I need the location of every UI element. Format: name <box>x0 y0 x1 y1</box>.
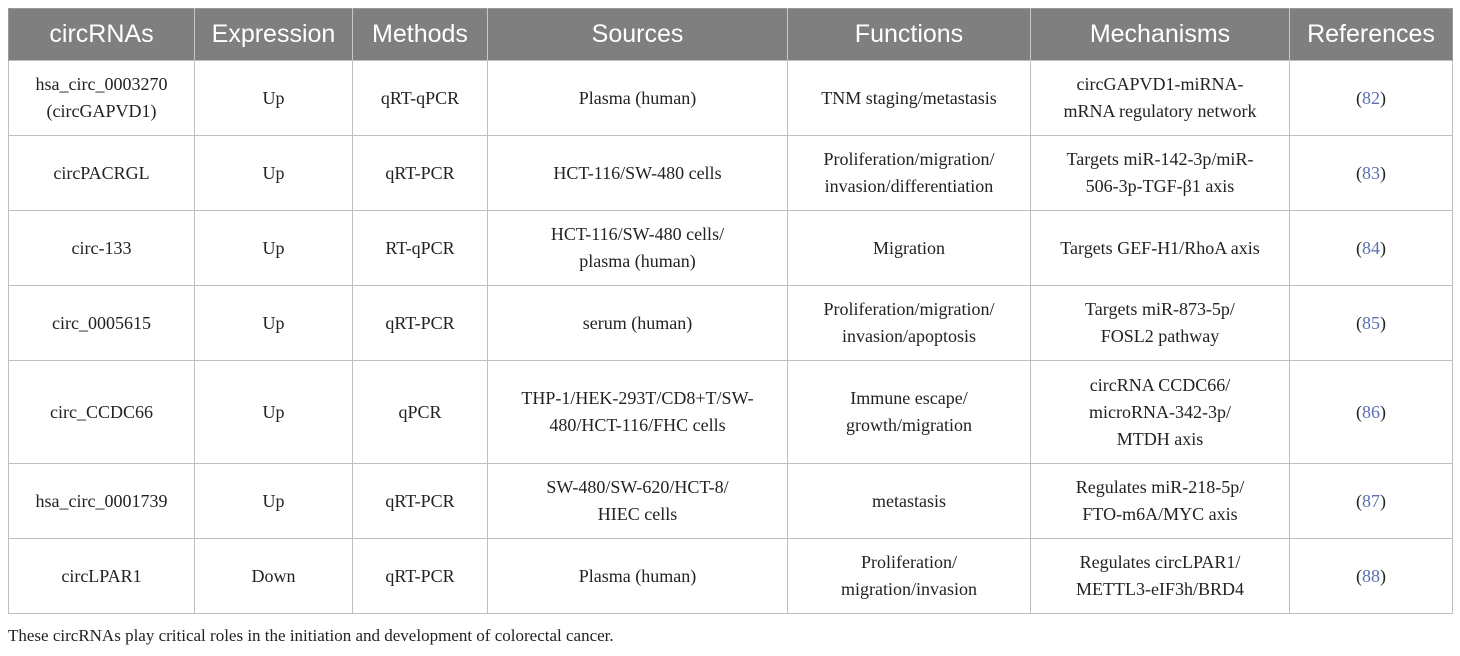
cell-mechanism <box>1031 361 1290 464</box>
cell-line: hsa_circ_0003270 <box>35 74 168 94</box>
circrna-table <box>8 8 1453 614</box>
cell-line: circPACRGL <box>53 162 150 183</box>
cell-line: metastasis <box>872 490 946 511</box>
ref-paren-close: ) <box>1380 401 1386 422</box>
cell-line: FOSL2 pathway <box>1100 326 1220 346</box>
header-functions: Functions <box>788 9 1031 61</box>
cell-source <box>488 136 788 211</box>
cell-line: migration/invasion <box>841 579 977 599</box>
cell-line: growth/migration <box>846 415 972 435</box>
cell-expression: Up <box>195 136 353 211</box>
cell-reference <box>1290 286 1453 361</box>
cell-line: circ_0005615 <box>52 312 151 333</box>
cell-line: HIEC cells <box>597 504 678 524</box>
cell-function <box>788 361 1031 464</box>
reference-link[interactable]: 84 <box>1362 237 1380 258</box>
cell-line: Regulates miR-218-5p/ <box>1075 477 1245 497</box>
cell-source <box>488 211 788 286</box>
table-row <box>9 61 1453 136</box>
cell-mechanism <box>1031 136 1290 211</box>
cell-circrna <box>9 286 195 361</box>
ref-paren-close: ) <box>1380 312 1386 333</box>
cell-function <box>788 539 1031 614</box>
cell-expression: Up <box>195 211 353 286</box>
cell-line: 506-3p-TGF-β1 axis <box>1085 176 1235 196</box>
table-body <box>9 61 1453 614</box>
cell-line: MTDH axis <box>1116 428 1204 449</box>
header-mechanisms: Mechanisms <box>1031 9 1290 61</box>
cell-line: SW-480/SW-620/HCT-8/ <box>546 477 729 497</box>
cell-line: mRNA regulatory network <box>1063 101 1257 121</box>
cell-method: qRT-PCR <box>353 136 488 211</box>
ref-paren-close: ) <box>1380 490 1386 511</box>
cell-source <box>488 61 788 136</box>
ref-paren-open: ( <box>1356 490 1362 511</box>
table-row <box>9 211 1453 286</box>
cell-circrna <box>9 136 195 211</box>
table-row <box>9 136 1453 211</box>
ref-paren-open: ( <box>1356 312 1362 333</box>
cell-reference <box>1290 539 1453 614</box>
cell-reference <box>1290 464 1453 539</box>
cell-line: invasion/apoptosis <box>842 326 976 346</box>
header-references: References <box>1290 9 1453 61</box>
ref-paren-close: ) <box>1380 565 1386 586</box>
ref-paren-close: ) <box>1380 87 1386 108</box>
cell-function <box>788 286 1031 361</box>
cell-line: circ_CCDC66 <box>50 401 153 422</box>
ref-paren-close: ) <box>1380 237 1386 258</box>
reference-link[interactable]: 82 <box>1362 87 1380 108</box>
cell-line: Immune escape/ <box>850 388 968 408</box>
cell-mechanism <box>1031 539 1290 614</box>
cell-line: FTO-m6A/MYC axis <box>1082 504 1238 524</box>
cell-method: qRT-PCR <box>353 539 488 614</box>
cell-circrna <box>9 464 195 539</box>
cell-line: Plasma (human) <box>578 565 697 586</box>
cell-line: Proliferation/migration/ <box>823 149 995 169</box>
circrna-table-container <box>8 8 1452 614</box>
table-header <box>9 9 1453 61</box>
cell-expression: Down <box>195 539 353 614</box>
cell-expression: Up <box>195 361 353 464</box>
cell-line: serum (human) <box>582 312 693 333</box>
cell-source <box>488 286 788 361</box>
cell-line: invasion/differentiation <box>824 176 994 196</box>
cell-reference <box>1290 361 1453 464</box>
cell-expression: Up <box>195 286 353 361</box>
cell-method: qRT-PCR <box>353 286 488 361</box>
cell-line: Targets miR-873-5p/ <box>1085 299 1235 319</box>
cell-mechanism <box>1031 211 1290 286</box>
reference-link[interactable]: 86 <box>1362 401 1380 422</box>
cell-line: microRNA-342-3p/ <box>1089 401 1231 422</box>
cell-expression: Up <box>195 464 353 539</box>
header-sources: Sources <box>488 9 788 61</box>
cell-circrna <box>9 361 195 464</box>
cell-source <box>488 361 788 464</box>
cell-line: HCT-116/SW-480 cells/ <box>550 224 725 244</box>
reference-link[interactable]: 83 <box>1362 162 1380 183</box>
cell-line: THP-1/HEK-293T/CD8+T/SW- <box>521 388 754 408</box>
header-circrnas: circRNAs <box>9 9 195 61</box>
cell-line: Targets GEF-H1/RhoA axis <box>1060 237 1260 258</box>
cell-line: Targets miR-142-3p/miR- <box>1066 149 1254 169</box>
reference-link[interactable]: 85 <box>1362 312 1380 333</box>
ref-paren-open: ( <box>1356 87 1362 108</box>
cell-source <box>488 464 788 539</box>
table-row <box>9 464 1453 539</box>
cell-line: Plasma (human) <box>578 87 697 108</box>
cell-circrna <box>9 61 195 136</box>
cell-line: plasma (human) <box>579 251 696 271</box>
cell-method: qPCR <box>353 361 488 464</box>
cell-line: TNM staging/metastasis <box>821 87 997 108</box>
ref-paren-open: ( <box>1356 401 1362 422</box>
cell-circrna <box>9 539 195 614</box>
ref-paren-open: ( <box>1356 237 1362 258</box>
cell-line: Proliferation/ <box>861 552 957 572</box>
header-row <box>9 9 1453 61</box>
cell-mechanism <box>1031 286 1290 361</box>
cell-line: (circGAPVD1) <box>46 101 157 121</box>
cell-method: RT-qPCR <box>353 211 488 286</box>
cell-reference <box>1290 136 1453 211</box>
cell-function <box>788 464 1031 539</box>
cell-line: Proliferation/migration/ <box>823 299 995 319</box>
cell-function <box>788 61 1031 136</box>
cell-line: circGAPVD1-miRNA- <box>1076 74 1244 94</box>
cell-source <box>488 539 788 614</box>
cell-expression: Up <box>195 61 353 136</box>
reference-link[interactable]: 88 <box>1362 565 1380 586</box>
cell-method: qRT-PCR <box>353 464 488 539</box>
cell-mechanism <box>1031 61 1290 136</box>
cell-reference <box>1290 61 1453 136</box>
cell-circrna <box>9 211 195 286</box>
reference-link[interactable]: 87 <box>1362 490 1380 511</box>
cell-method: qRT-qPCR <box>353 61 488 136</box>
ref-paren-open: ( <box>1356 565 1362 586</box>
cell-line: METTL3-eIF3h/BRD4 <box>1076 579 1244 599</box>
table-row <box>9 539 1453 614</box>
cell-line: circRNA CCDC66/ <box>1089 374 1231 395</box>
cell-line: circLPAR1 <box>61 565 142 586</box>
cell-function <box>788 136 1031 211</box>
cell-line: circ-133 <box>71 237 132 258</box>
cell-line: Regulates circLPAR1/ <box>1079 552 1241 572</box>
cell-function <box>788 211 1031 286</box>
cell-line: hsa_circ_0001739 <box>35 490 168 511</box>
header-expression: Expression <box>195 9 353 61</box>
cell-reference <box>1290 211 1453 286</box>
table-row <box>9 286 1453 361</box>
ref-paren-close: ) <box>1380 162 1386 183</box>
ref-paren-open: ( <box>1356 162 1362 183</box>
header-methods: Methods <box>353 9 488 61</box>
table-footnote: These circRNAs play critical roles in the initiation and development of colorectal cancer. <box>8 626 614 645</box>
cell-line: 480/HCT-116/FHC cells <box>549 415 726 435</box>
cell-line: HCT-116/SW-480 cells <box>553 162 722 183</box>
cell-line: Migration <box>873 237 945 258</box>
cell-mechanism <box>1031 464 1290 539</box>
table-row <box>9 361 1453 464</box>
